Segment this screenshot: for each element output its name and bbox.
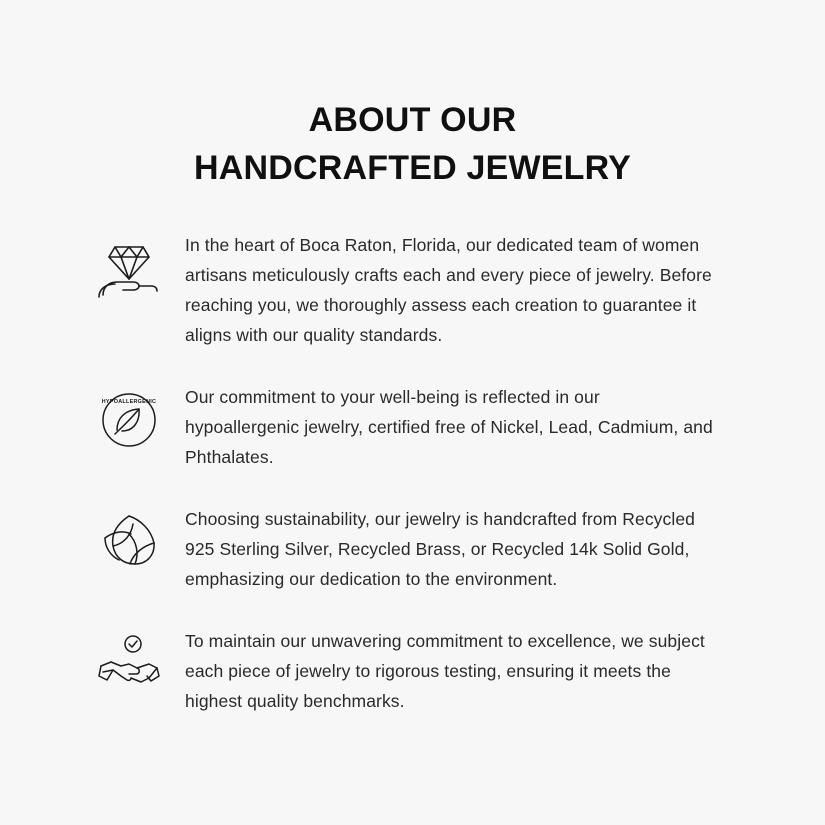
hypoallergenic-leaf-badge-icon <box>95 384 163 456</box>
list-item <box>95 504 730 594</box>
list-item-text: To maintain our unwavering commitment to excellence, we subject each piece of jewelry to rigorous testing, ensuring it meets the highest quality benchmarks. <box>185 631 705 711</box>
page-title-line1: ABOUT OUR <box>308 101 517 139</box>
diamond-in-hand-icon <box>95 232 163 304</box>
page-title-line2: HANDCRAFTED JEWELRY <box>194 149 631 187</box>
list-item-text: Our commitment to your well-being is reflected in our hypoallergenic jewelry, certified free of Nickel, Lead, Cadmium, and Phthalates. <box>185 387 713 467</box>
page-title <box>194 96 631 192</box>
recycled-leaves-icon <box>95 506 163 578</box>
list-item-text: Choosing sustainability, our jewelry is handcrafted from Recycled 925 Sterling Silver, Recycled Brass, or Recycled 14k Solid Gold, emphasizing our dedication to the environment. <box>185 509 696 589</box>
list-item <box>95 626 730 716</box>
list-item <box>95 382 730 472</box>
handshake-check-icon <box>95 628 163 700</box>
svg-text:HYPOALLERGENIC: HYPOALLERGENIC <box>101 399 157 405</box>
list-item <box>95 230 730 350</box>
list-item-text: In the heart of Boca Raton, Florida, our dedicated team of women artisans meticulously crafts each and every piece of jewelry. Before reaching you, we thoroughly assess each creation to guarantee it aligns with our quality standards. <box>185 235 712 345</box>
feature-list <box>95 230 730 716</box>
